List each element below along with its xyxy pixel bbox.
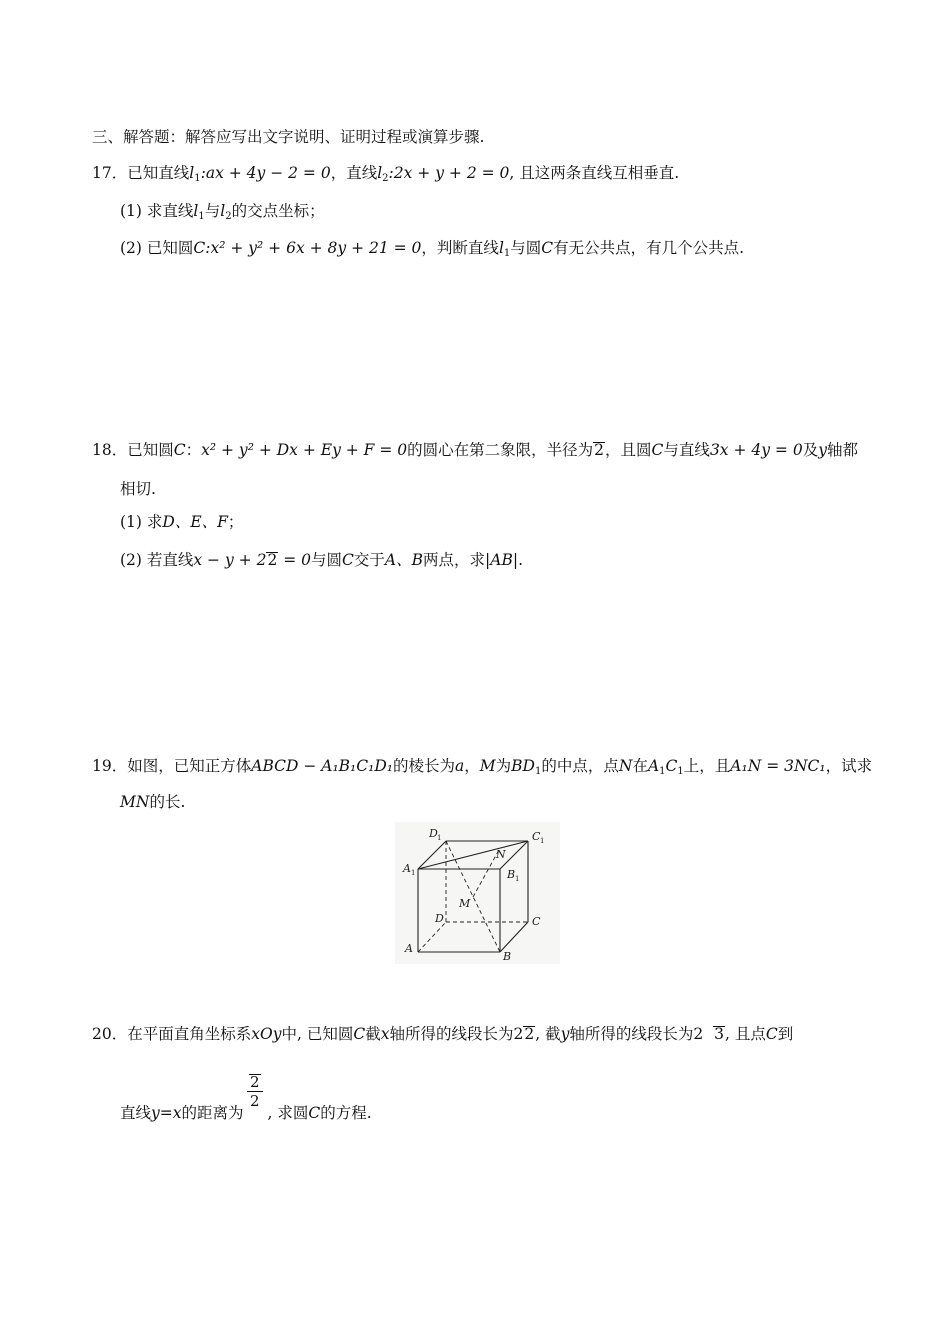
q18-number: 18． [92,441,128,459]
label-n: N [496,848,506,861]
q18-part1: (1) 求D、E、F； [120,513,244,531]
q17-part2: (2) 已知圆C:x² + y² + 6x + 8y + 21 = 0，判断直线$l_1$与圆C有无公共点，有几个公共点. [120,239,745,259]
q20-stem: 20．在平面直角坐标系xOy中, 已知圆C截x轴所得的线段长为22, 截y轴所得的线段长为2 3, 且点C到 [92,1025,794,1043]
svg-text:1: 1 [437,834,442,842]
label-d1: D [429,827,438,840]
svg-text:1: 1 [411,869,416,877]
q17-l1-equation: ax + 4y − 2 = 0 [205,164,331,182]
svg-text:1: 1 [515,875,520,883]
fraction-sqrt2-over-2: $\frac{2}{2}$ [247,1073,263,1110]
label-c1: C [532,830,541,843]
section-heading: 三、解答题：解答应写出文字说明、证明过程或演算步骤. [92,128,485,146]
q20-stem-cont: 直线y=x的距离为 , 求圆C的方程. [120,1104,372,1122]
svg-text:1: 1 [540,837,545,845]
q18-line-equation: 3x + 4y = 0 [709,441,803,459]
q18-part2: (2) 若直线x − y + 22 = 0与圆C交于A、B两点，求|AB|. [120,551,523,569]
q19-condition: A₁N = 3NC₁ [730,757,826,775]
label-c: C [532,915,541,928]
figure-background [395,822,560,964]
q19-stem-cont: MN的长. [120,793,186,811]
sqrt-2: 2 [594,441,605,459]
q19-number: 19． [92,757,128,775]
cube-figure [395,822,560,964]
q19-stem: 19．如图，已知正方体ABCD − A₁B₁C₁D₁的棱长为a，M为$BD_1$的中点，点N在$A_1C_1$上，且A₁N = 3NC₁，试求 [92,757,873,777]
label-d: D [435,912,444,925]
q20-number: 20． [92,1025,128,1043]
q18-stem-cont: 相切. [120,480,156,498]
label-a: A [405,942,413,955]
q17-part1: (1) 求直线$l_1$与$l_2$的交点坐标； [120,202,325,222]
q17-stem: 17．已知直线$l_1:ax + 4y - 2 = 0$，直线$l_2:2x + y + 2 = 0$, 且这两条直线互相垂直. [92,164,680,184]
q17-circle-equation: C:x² + y² + 6x + 8y + 21 = 0 [193,239,422,257]
label-b: B [503,950,512,963]
label-m: M [459,897,471,910]
q17-l2-equation: 2x + y + 2 = 0 [393,164,510,182]
q18-circle-equation: x² + y² + Dx + Ey + F = 0 [201,441,408,459]
q17-number: 17． [92,164,128,182]
label-b1: B [507,868,516,881]
label-a1: A [403,862,411,875]
q18-stem: 18．已知圆C：x² + y² + Dx + Ey + F = 0的圆心在第二象限，半径为2，且圆C与直线3x + 4y = 0及y轴都 [92,441,858,459]
q19-cube: ABCD − A₁B₁C₁D₁ [251,757,393,775]
